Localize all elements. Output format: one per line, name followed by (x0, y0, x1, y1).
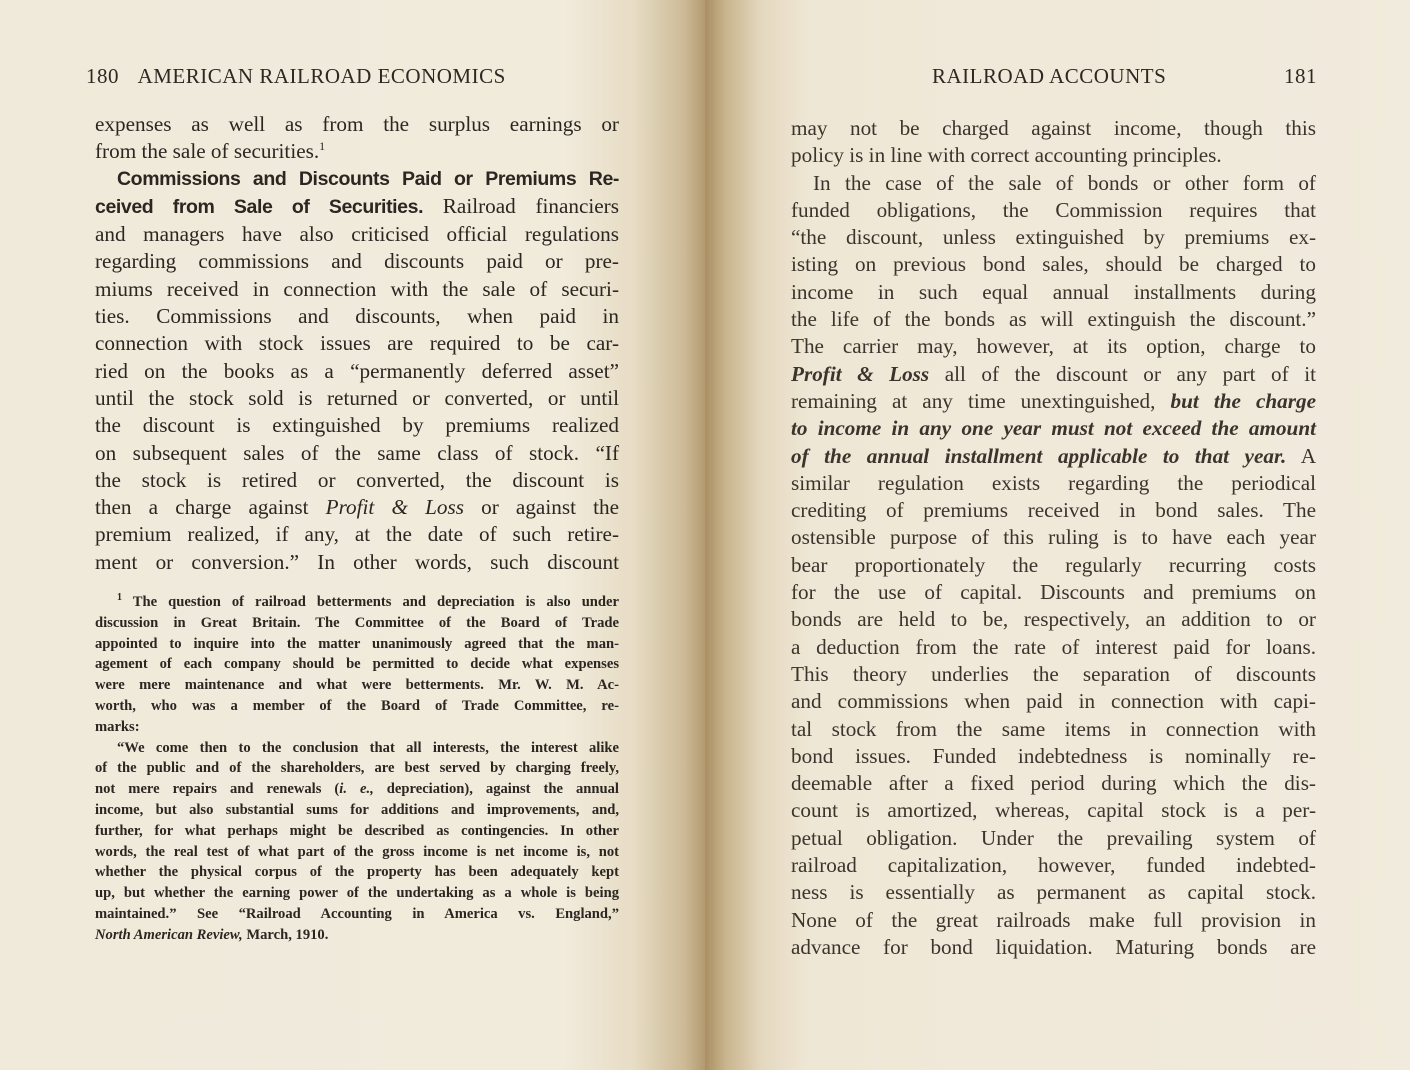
text-line: the discount is extinguished by premiums realized (95, 413, 619, 438)
text-line: miums received in connection with the sale of securi- (95, 276, 619, 301)
footnote-reference: 1 (319, 139, 326, 154)
text-line: “the discount, unless extinguished by premiums ex- (791, 225, 1316, 250)
text-line: income in such equal annual installments during (791, 279, 1316, 304)
text-line: until the stock sold is returned or converted, or until (95, 385, 619, 410)
text-line: ness is essentially as permanent as capital stock. (791, 880, 1316, 905)
right-body-text (791, 115, 1316, 961)
text-line: may not be charged against income, though this (791, 116, 1316, 140)
text-line: from the sale of securities.$^1$ (95, 139, 326, 164)
text-line: The carrier may, however, at its option, charge to (791, 334, 1316, 359)
footnote-line: income, but also substantial sums for additions and improvements, and, (95, 801, 619, 818)
text-line: to income in any one year must not exceed the amount (791, 416, 1316, 441)
footnote-mark: 1 (117, 592, 122, 604)
text-line: funded obligations, the Commission requires that (791, 197, 1316, 222)
footnote-line: $^1$ The question of railroad betterments and depreciation is also under (117, 592, 619, 610)
text-line: the life of the bonds as will extinguish the discount.” (791, 307, 1316, 332)
text-line: In the case of the sale of bonds or other form of (813, 170, 1316, 195)
right-running-title: RAILROAD ACCOUNTS (932, 64, 1167, 88)
footnote-line: words, the real test of what part of the gross income is net income is, not (95, 843, 619, 860)
text-line: of the annual installment applicable to that year. A (791, 443, 1316, 468)
text-line: This theory underlies the separation of discounts (791, 661, 1316, 686)
text-line: railroad capitalization, however, funded indebted- (791, 853, 1316, 878)
footnote-line: were mere maintenance and what were betterments. Mr. W. M. Ac- (95, 677, 619, 694)
footnote-line: “We come then to the conclusion that all interests, the interest alike (117, 739, 619, 756)
text-line: then a charge against Profit & Loss or against the (95, 495, 619, 520)
footnote-line: further, for what perhaps might be described as contingencies. In other (95, 822, 619, 839)
italic-term: Profit & Loss (325, 495, 464, 520)
footnote-line: worth, who was a member of the Board of Trade Committee, re- (95, 697, 619, 714)
text-line: isting on previous bond sales, should be charged to (791, 252, 1316, 277)
footnote-line: maintained.” See “Railroad Accounting in America vs. England,” (95, 905, 619, 922)
text-line: ties. Commissions and discounts, when paid in (95, 304, 619, 329)
footnote-line: of the public and of the shareholders, are best served by charging freely, (95, 760, 619, 777)
footnote (95, 592, 619, 946)
text-line: crediting of premiums received in bond sales. The (791, 498, 1316, 523)
footnote-line: whether the physical corpus of the property has been adequately kept (95, 864, 619, 881)
footnote-line: North American Review, March, 1910. (95, 926, 329, 943)
text-line: petual obligation. Under the prevailing system of (791, 825, 1316, 850)
text-line: bonds are held to be, respectively, an addition to or (791, 607, 1316, 632)
text-line: policy is in line with correct accounting principles. (791, 143, 1222, 168)
text-line: premium realized, if any, at the date of such retire- (95, 522, 619, 547)
text-line: regarding commissions and discounts paid or pre- (95, 249, 619, 274)
footnote-line: agement of each company should be permitted to decide what expenses (95, 656, 619, 673)
text-line: the stock is retired or converted, the discount is (95, 467, 619, 492)
left-running-title: AMERICAN RAILROAD ECONOMICS (137, 64, 506, 88)
text-line: bond issues. Funded indebtedness is nominally re- (791, 743, 1316, 768)
text-line: connection with stock issues are required to be car- (95, 331, 619, 356)
text-line: Profit & Loss all of the discount or any part of it (791, 361, 1316, 386)
text-line: tal stock from the same items in connection with (791, 716, 1316, 741)
text-line: count is amortized, whereas, capital stock is a per- (791, 798, 1316, 823)
footnote-line: appointed to inquire into the matter unanimously agreed that the man- (95, 635, 619, 652)
text-line: ment or conversion.” In other words, such discount (95, 549, 619, 574)
text-line: advance for bond liquidation. Maturing bonds are (791, 934, 1316, 959)
footnote-line: marks: (95, 718, 140, 735)
section-heading-continued: ceived from Sale of Securities. (95, 195, 424, 218)
text-line: remaining at any time unextinguished, but the charge (791, 388, 1316, 413)
left-running-head (86, 64, 618, 89)
italic-term: Profit & Loss (791, 361, 930, 386)
journal-title: North American Review, (95, 926, 243, 943)
text-line: on subsequent sales of the same class of stock. “If (95, 440, 619, 465)
text-line: ostensible purpose of this ruling is to have each year (791, 525, 1316, 550)
text-line: and managers have also criticised official regulations (95, 222, 619, 247)
italic-emphasis: but the charge (1170, 388, 1316, 413)
text-line: bear proportionately the regularly recurring costs (791, 552, 1316, 577)
footnote-line: up, but whether the earning power of the undertaking as a whole is being (95, 885, 619, 902)
section-heading: Commissions and Discounts Paid or Premiums Re- (117, 167, 619, 190)
text-line: for the use of capital. Discounts and premiums on (791, 580, 1316, 605)
text-line: ceived from Sale of Securities. Railroad financiers (95, 193, 619, 218)
text-line: deemable after a fixed period during which the dis- (791, 771, 1316, 796)
left-body-text (95, 111, 619, 576)
left-page-number: 180 (86, 64, 119, 88)
right-page-number: 181 (1284, 64, 1317, 88)
right-page (705, 0, 1410, 1070)
text-line: ried on the books as a “permanently deferred asset” (95, 358, 619, 383)
footnote-line: discussion in Great Britain. The Committee of the Board of Trade (95, 614, 619, 631)
text-line: a deduction from the rate of interest paid for loans. (791, 634, 1316, 659)
footnote-line: not mere repairs and renewals (i. e., depreciation), against the annual (95, 781, 619, 798)
text-line: and commissions when paid in connection with capi- (791, 689, 1316, 714)
text-line: None of the great railroads make full provision in (791, 907, 1316, 932)
text-line: expenses as well as from the surplus earnings or (95, 112, 619, 136)
text-line: similar regulation exists regarding the periodical (791, 470, 1316, 495)
